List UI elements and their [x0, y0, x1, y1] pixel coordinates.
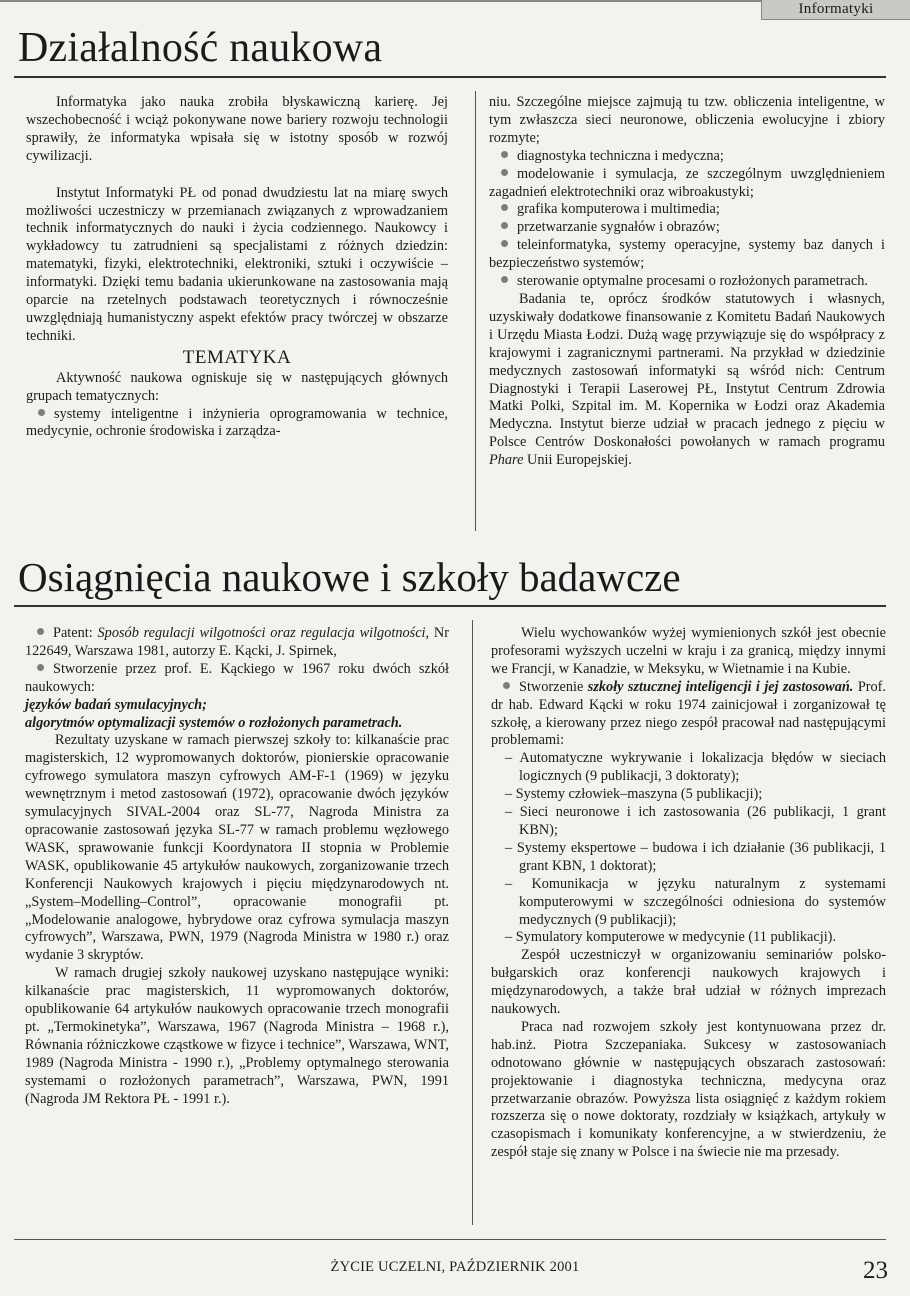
funding-text-end: Unii Europejskiej.: [527, 452, 632, 469]
bullet-icon: [38, 409, 45, 416]
section-title-achievements: Osiągnięcia naukowe i szkoły badawcze: [18, 554, 681, 600]
problem-item: – Symulatory komputerowe w medycynie (11 publikacji).: [491, 929, 886, 947]
bullet-icon: [501, 151, 508, 158]
topic-item: [489, 237, 885, 273]
bullet-icon: [501, 240, 508, 247]
problem-list: [491, 750, 886, 947]
topic-item: [26, 406, 448, 442]
page-number: 23: [863, 1257, 888, 1284]
running-header: Informatyki: [761, 0, 910, 20]
achievements-left-column: [25, 625, 449, 1108]
topic-item-text: teleinformatyka, systemy operacyjne, systemy baz danych i bezpieczeństwo systemów;: [489, 237, 885, 272]
achievements-right-column: [491, 625, 886, 1162]
bullet-icon: [37, 664, 44, 671]
second-school-results: W ramach drugiej szkoły naukowej uzyskano następujące wyniki: kilkanaście prac magisterskich, 11 wypromowanych doktorów, opublikowanie 64 artykułów naukowych opracowanie trzech monografii pt. „Termokinetyka”, Warszawa, 1967 (Nagroda Ministra – 1968 r.), Równania różniczkowe cząstkowe w fizyce i technice”, Warszawa, WNT, 1989 (Nagroda Ministra - 1990 r.), „Problemy optymalnego sterowania systemami o rozłożonych parametrach”, Warszawa, PWN, 1991 (Nagroda JM Rektora PŁ - 1991 r.).: [25, 965, 449, 1107]
schools-intro: Stworzenie przez prof. E. Kąckiego w 1967 roku dwóch szkół naukowych:: [25, 660, 449, 695]
schools-item: [25, 661, 449, 697]
section-title-research: Działalność naukowa: [18, 25, 383, 71]
topic-item-text: przetwarzanie sygnałów i obrazów;: [517, 219, 720, 236]
problem-item: – Systemy ekspertowe – budowa i ich działanie (36 publikacji, 1 grant KBN, 1 doktorat);: [491, 840, 886, 876]
topic-item: [489, 148, 885, 166]
first-school-results: Rezultaty uzyskane w ramach pierwszej szkoły to: kilkanaście prac magisterskich, 12 wypromowanych doktorów, pionierskie opracowanie cyfrowego symulatora maszyn cyfrowych AM-F-1 (1969) w języku wewnętrznym i metod zastosowań (1972), opracowanie dwóch języków symulacyjnych SIVAL-2004 oraz SL-77, Nagroda Ministra za opracowanie zastosowań języka SL-77 w ramach problemu węzłowego WASK, sprawowanie funkcji Koordynatora II stopnia w Problemie WASK, opublikowanie 45 artykułów naukowych, zorganizowanie trzech Konferencji Naukowych krajowych i pięciu międzynarodowych nt. „System–Modelling–Control”, opracowanie monografii pt. „Modelowanie analogowe, hybrydowe oraz cyfrowa symulacja maszyn cyfrowych”, Warszawa, PWN, 1979 (Nagroda Ministra w 1980 r.) oraz wydanie 3 skryptów.: [25, 732, 449, 964]
research-right-column: [489, 94, 885, 470]
problem-item: – Systemy człowiek–maszyna (5 publikacji);: [491, 786, 886, 804]
patent-label: Patent:: [53, 625, 93, 641]
publication-footer: ŻYCIE UCZELNI, PAŹDZIERNIK 2001: [330, 1259, 580, 1275]
topic-item-text: modelowanie i symulacja, ze szczególnym uwzględnieniem zagadnień elektrotechniki oraz wibroakustyki;: [489, 165, 885, 200]
funding-paragraph: [489, 291, 885, 470]
school-name: algorytmów optymalizacji systemów o rozłożonych parametrach.: [25, 714, 403, 731]
seminars-paragraph: Zespół uczestniczył w organizowaniu seminariów polsko-bułgarskich oraz konferencji naukowych krajowych i międzynarodowych, a także brał udział w różnych imprezach naukowych.: [491, 947, 886, 1018]
subheading-tematyka: TEMATYKA: [182, 346, 292, 368]
bullet-icon: [501, 276, 508, 283]
topic-item-text: grafika komputerowa i multimedia;: [517, 201, 720, 218]
column-divider: [475, 91, 476, 531]
problem-item: – Komunikacja w języku naturalnym z systemami komputerowymi w szczególności odniesiona do systemów medycznych (9 publikacji);: [491, 876, 886, 930]
bullet-icon: [503, 682, 510, 689]
funding-text: Badania te, oprócz środków statutowych i własnych, uzyskiwały dodatkowe finansowanie z Komitetu Badań Naukowych i Urzędu Miasta Łodzi. Dużą wagę przywiązuje się do współpracy z krajowymi i zagranicznymi partnerami. Na przykład w dziedzinie medycznych zastosowań informatyki są wśród nich: Centrum Diagnostyki i Terapii Laserowej PŁ, Instytut Centrum Zdrowia Matki Polki, Szpital im. M. Kopernika w Łodzi oraz Akademia Medyczna. Instytut bierze udział w pracach jednego z pięciu w Polsce Centrów Doskonałości powołanych w ramach programu: [489, 290, 885, 451]
topic-item: [489, 166, 885, 202]
problem-item: – Sieci neuronowe i ich zastosowania (26 publikacji, 1 grant KBN);: [491, 804, 886, 840]
ai-school-description: Prof. dr hab. Edward Kącki w roku 1974 zainicjował i zorganizował tę szkołę, a kierowany przez niego zespół pracował nad następującymi problemami:: [491, 678, 887, 749]
school-name: języków badań symulacyjnych;: [25, 696, 207, 713]
top-edge-rule: [0, 0, 762, 2]
research-left-column: [26, 94, 448, 441]
institute-paragraph: Instytut Informatyki PŁ od ponad dwudziestu lat na miarę swych możliwości uczestniczy w przemianach związanych z wprowadzaniem technik informatycznych do nauki i życia codziennego. Naukowcy i wykładowcy tu zatrudnieni są specjalistami z różnych dziedzin: matematyki, fizyki, elektrotechniki, elektroniki, sztuki i oczywiście – informatyki. Dzięki temu badania ukierunkowane na zastosowania mają oparcie na rzetelnych podstawach teoretycznych i równocześnie uwzględniają humanistyczny aspekt efektów pracy twórczej w obszarze techniki.: [26, 184, 448, 344]
column-divider: [472, 620, 473, 1225]
topic-item-text: diagnostyka techniczna i medyczna;: [517, 147, 724, 164]
bullet-icon: [501, 222, 508, 229]
bullet-icon: [501, 169, 508, 176]
patent-details: Nr 122649, Warszawa 1981, autorzy E. Kącki, J. Spirnek,: [25, 625, 449, 659]
continuation-paragraph: Praca nad rozwojem szkoły jest kontynuowana przez dr. hab.inż. Piotra Szczepaniaka. Sukcesy w zastosowaniach odnotowano głównie w następujących obszarach zastosowań: projektowanie i diagnostyka techniczna, medycyna oraz przetwarzanie obrazów. Powyższa lista osiągnięć z każdym rokiem rozszerza się o nowe doktoraty, rozdziały w książkach, artykuły w czasopismach i komunikaty konferencyjne, a w stwierdzeniu, że zespół staje się znany w Polsce i na świecie nie ma przesady.: [491, 1018, 886, 1161]
alumni-paragraph: Wielu wychowanków wyżej wymienionych szkół jest obecnie profesorami wyższych uczelni w kraju i za granicą, między innymi we Francji, w Kanadzie, w Meksyku, w Wietnamie i na Kubie.: [491, 625, 886, 677]
topic-item-text: sterowanie optymalne procesami o rozłożonych parametrach.: [517, 273, 868, 290]
topic-item-text: systemy inteligentne i inżynieria oprogramowania w technice, medycynie, ochronie środowiska i zarządza-: [26, 405, 448, 440]
problem-item: – Automatyczne wykrywanie i lokalizacja błędów w sieciach logicznych (9 publikacji, 3 doktoraty);: [491, 750, 886, 786]
topic-item-continued: niu. Szczególne miejsce zajmują tu tzw. obliczenia inteligentne, w tym zwłaszcza sieci neuronowe, obliczenia ewolucyjne i zbiory rozmyte;: [489, 94, 885, 146]
patent-item: [25, 625, 449, 661]
footer-rule: [14, 1239, 886, 1240]
ai-school-item: [491, 679, 886, 751]
topic-item: [489, 219, 885, 237]
ai-school-lead: Stworzenie: [519, 678, 584, 695]
topic-item: [489, 201, 885, 219]
bullet-icon: [37, 628, 44, 635]
program-name: Phare: [489, 452, 524, 469]
topic-item: [489, 273, 885, 291]
title-rule: [14, 605, 886, 607]
title-rule: [14, 76, 886, 78]
bullet-icon: [501, 204, 508, 211]
patent-title: Sposób regulacji wilgotności oraz regulacja wilgotności,: [97, 625, 430, 641]
topics-intro: Aktywność naukowa ogniskuje się w następujących głównych grupach tematycznych:: [26, 369, 448, 404]
intro-paragraph: Informatyka jako nauka zrobiła błyskawiczną karierę. Jej wszechobecność i wciąż pokonywane nowe bariery rozwoju technologii sprawiły, że informatyka wpisała się w istotny sposób w rozwój cywilizacji.: [26, 94, 448, 164]
ai-school-title: szkoły sztucznej inteligencji i jej zastosowań.: [587, 678, 854, 695]
